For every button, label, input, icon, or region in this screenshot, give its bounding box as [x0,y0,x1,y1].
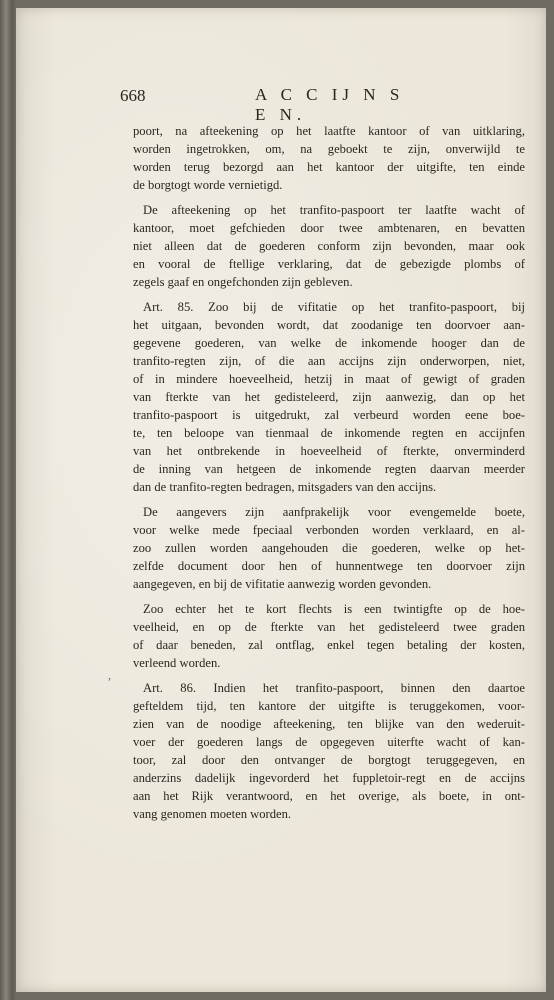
text-line: of in mindere hoeveelheid, hetzij in maat of gewigt of graden [133,372,525,386]
text-line: tranfito-regten zijn, of die aan accijns zijn onderworpen, niet, [133,354,525,368]
text-line: kantoor, moet gefchieden door twee ambtenaren, en bevatten [133,221,525,235]
text-line: tranfito-paspoort is uitgedrukt, zal verbeurd worden eene boe- [133,408,525,422]
text-line: veelheid, en op de fterkte van het gedisteleerd twee graden [133,620,525,634]
text-line: gegevene goederen, van welke de inkomende hooger dan de [133,336,525,350]
text-line: worden ingetrokken, om, na geboekt te zijn, onverwijld te [133,142,525,156]
text-line: niet alleen dat de goederen conform zijn bevonden, maar ook [133,239,525,253]
text-line: toor, zal door den ontvanger de borgtogt teruggegeven, en [133,753,525,767]
text-line: aangegeven, en bij de vifitatie aanwezig worden gevonden. [133,577,432,591]
paragraph-art-86 [133,679,525,823]
text-line: voor welke mede fpeciaal verbonden worden verklaard, en al- [133,523,525,537]
text-line: voer der goederen langs de opgegeven uiterfte wacht of kan- [133,735,525,749]
text-line: zegels gaaf en ongefchonden zijn gebleven. [133,275,353,289]
text-line: anderzins dadelijk ingevorderd het fuppletoir-regt en de accijns [133,771,525,785]
text-line: de inning van hetgeen de inkomende regten daarvan meerder [133,462,525,476]
text-line: van fterkte van het gedisteleerd, zijn aanwezig, dan op het [133,390,525,404]
text-line: vang genomen moeten worden. [133,807,292,821]
text-line: De aangevers zijn aanfprakelijk voor evengemelde boete, [143,505,525,519]
text-line: poort, na afteekening op het laatfte kantoor of van uitklaring, [133,124,525,138]
text-line: Zoo echter het te kort flechts is een twintigfte op de hoe- [143,602,525,616]
text-line: het uitgaan, bevonden wordt, dat zoodanige ten doorvoer aan- [133,318,525,332]
text-line: aan het Rijk verantwoord, en het overige, als boete, in ont- [133,789,525,803]
text-line: verleend worden. [133,656,221,670]
margin-mark: , [108,668,111,682]
text-line: Art. 85. Zoo bij de vifitatie op het tranfito-paspoort, bij [143,300,525,314]
text-line: te, ten beloope van tienmaal de inkomende regten en accijnfen [133,426,525,440]
paragraph-art-85 [133,298,525,496]
text-line: zelfde document door hen of hunnentwege ten doorvoer zijn [133,559,525,573]
text-line: zien van de noodige afteekening, ten blijke van den wederuit- [133,717,525,731]
running-title: A C C IJ N S E N. [255,85,405,124]
text-line: of daar beneden, zal ontflag, enkel tegen betaling der kosten, [133,638,525,652]
page-number: 668 [120,86,146,105]
text-line: worden terug bezorgd aan het kantoor der uitgifte, ten einde [133,160,525,174]
text-line: De afteekening op het tranfito-paspoort ter laatfte wacht of [143,203,525,217]
text-line: van het ontbrekende in hoeveelheid of fterkte, onverminderd [133,444,525,458]
body-text [133,122,525,830]
text-line: Art. 86. Indien het tranfito-paspoort, binnen den daartoe [143,681,525,695]
text-line: de borgtogt worde vernietigd. [133,178,283,192]
text-line: en vooral de ftellige verklaring, dat de gebezigde plombs of [133,257,525,271]
paragraph-2 [133,201,525,291]
paragraph-1 [133,122,525,194]
text-line: gefteldem tijd, ten kantore der uitgifte is teruggekomen, voor- [133,699,525,713]
paragraph-5 [133,600,525,672]
page-header [120,85,410,124]
text-line: dan de tranfito-regten bedragen, mitsgaders van den accijns. [133,480,437,494]
paragraph-4 [133,503,525,593]
text-line: zoo zullen worden aangehouden die goederen, welke op het- [133,541,525,555]
